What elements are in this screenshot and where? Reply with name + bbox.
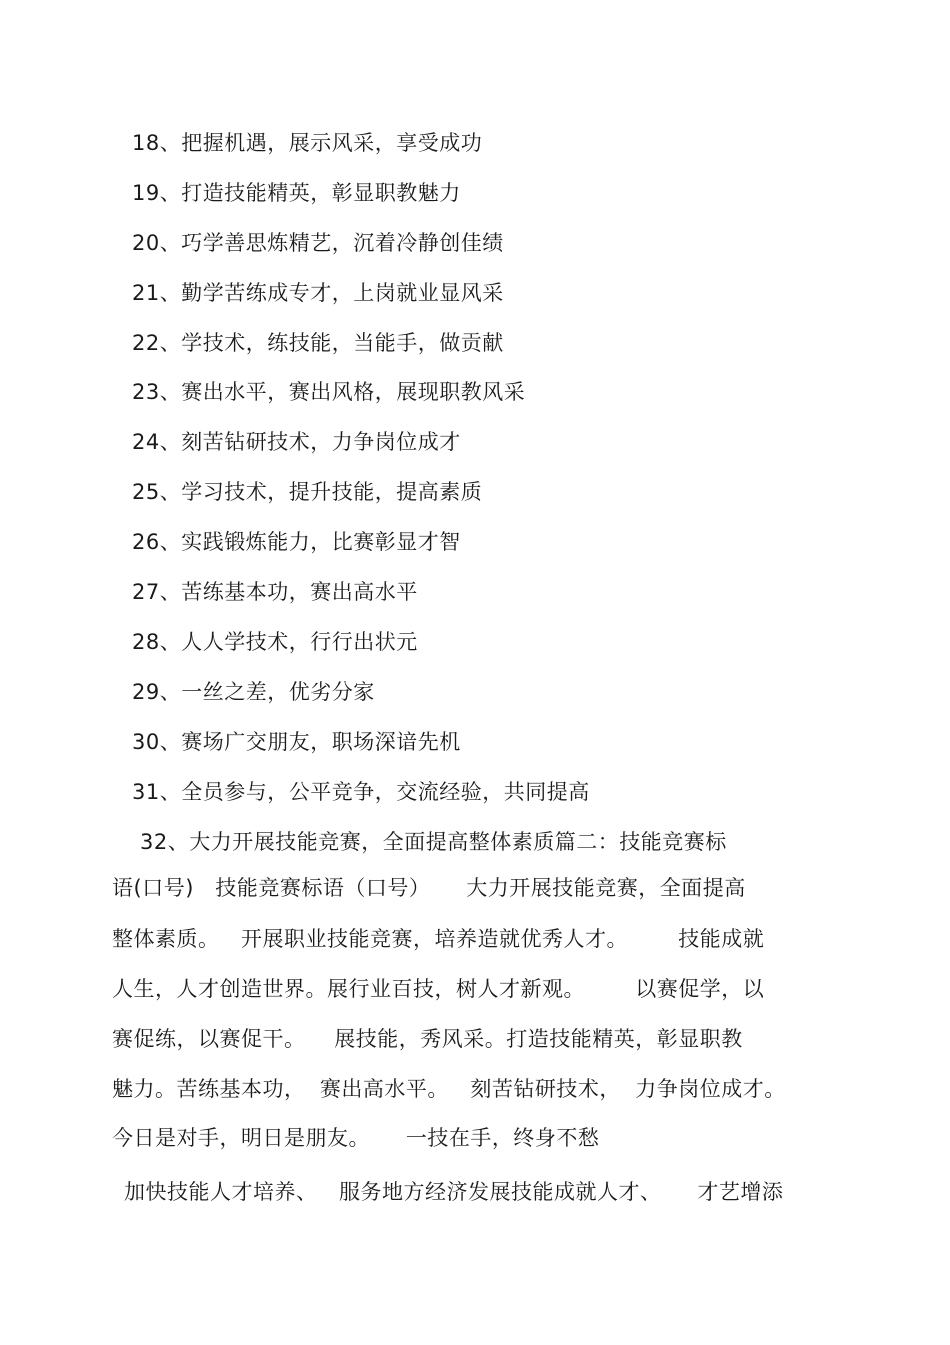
list-item: 19、打造技能精英，彰显职教魅力 — [132, 181, 461, 205]
list-item: 22、学技术，练技能，当能手，做贡献 — [132, 331, 504, 355]
paragraph-line: 人生，人才创造世界。展行业百技，树人才新观。 以赛促学，以 — [112, 977, 765, 1001]
paragraph-line: 今日是对手，明日是朋友。 一技在手，终身不愁 — [112, 1126, 600, 1150]
list-item: 27、苦练基本功，赛出高水平 — [132, 580, 418, 604]
list-item: 26、实践锻炼能力，比赛彰显才智 — [132, 530, 461, 554]
paragraph-line: 加快技能人才培养、 服务地方经济发展技能成就人才、 才艺增添 — [124, 1180, 784, 1204]
list-item: 18、把握机遇，展示风采，享受成功 — [132, 131, 483, 155]
list-item: 20、巧学善思炼精艺，沉着冷静创佳绩 — [132, 231, 504, 255]
list-item: 24、刻苦钻研技术，力争岗位成才 — [132, 430, 461, 454]
list-item: 21、勤学苦练成专才，上岗就业显风采 — [132, 281, 504, 305]
paragraph-line: 魅力。苦练基本功， 赛出高水平。 刻苦钻研技术， 力争岗位成才。 — [112, 1077, 786, 1101]
list-item: 25、学习技术，提升技能，提高素质 — [132, 480, 483, 504]
list-item: 30、赛场广交朋友，职场深谙先机 — [132, 730, 461, 754]
list-item: 29、一丝之差，优劣分家 — [132, 680, 375, 704]
list-item: 31、全员参与，公平竞争，交流经验，共同提高 — [132, 780, 590, 804]
paragraph-line: 语(口号) 技能竞赛标语（口号） 大力开展技能竞赛，全面提高 — [112, 876, 746, 900]
paragraph-line: 整体素质。 开展职业技能竞赛，培养造就优秀人才。 技能成就 — [112, 927, 765, 951]
paragraph-line: 32、大力开展技能竞赛，全面提高整体素质篇二：技能竞赛标 — [140, 830, 727, 854]
list-item: 28、人人学技术，行行出状元 — [132, 630, 418, 654]
list-item: 23、赛出水平，赛出风格，展现职教风采 — [132, 380, 526, 404]
paragraph-line: 赛促练，以赛促干。 展技能，秀风采。打造技能精英，彰显职教 — [112, 1027, 743, 1051]
